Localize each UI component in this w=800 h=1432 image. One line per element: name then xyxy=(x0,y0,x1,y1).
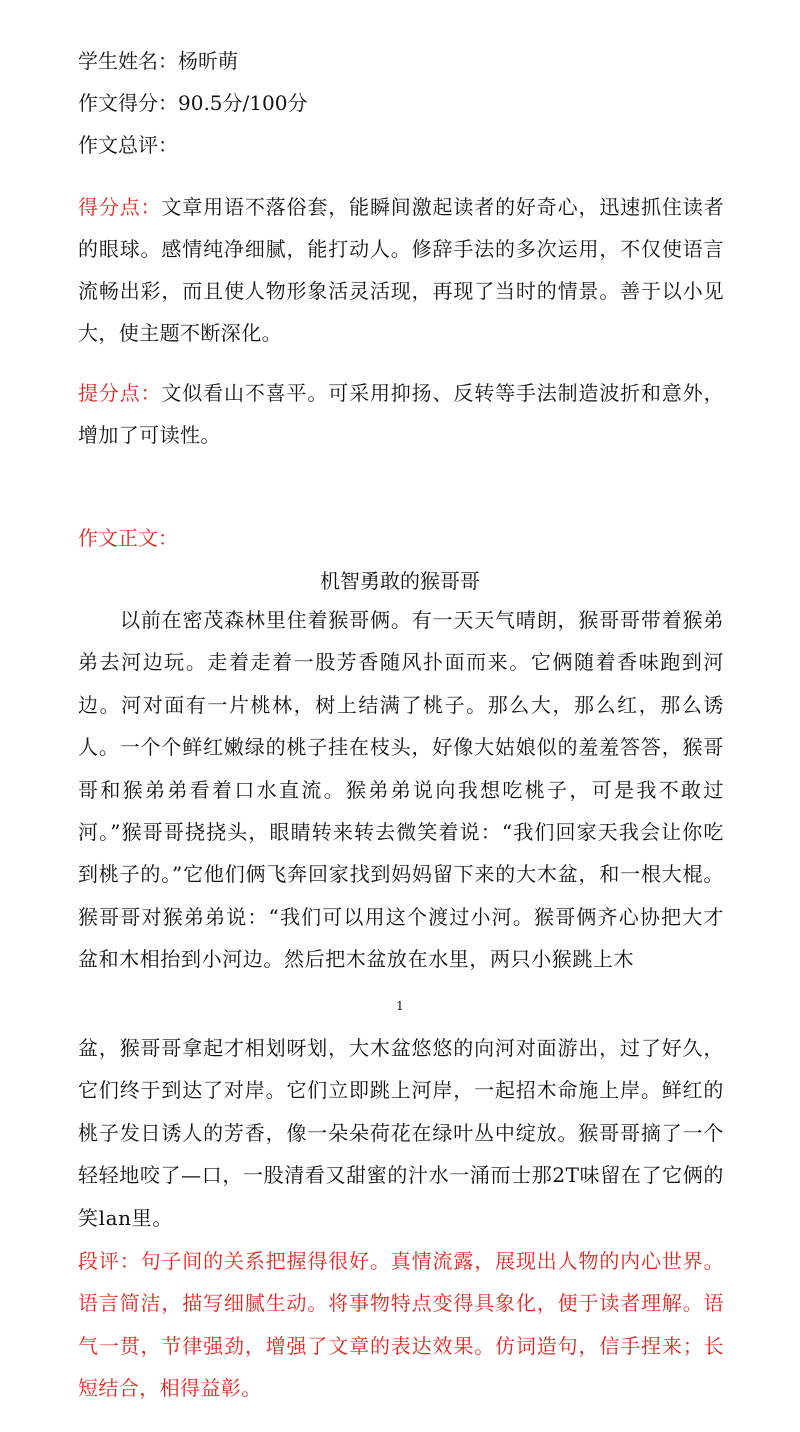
improvement-points-paragraph xyxy=(78,372,724,456)
paragraph-review xyxy=(78,1240,724,1410)
student-name-line xyxy=(78,47,238,75)
scoring-points-paragraph xyxy=(78,186,724,354)
paragraph-review-label: 段评： xyxy=(78,1249,141,1273)
scoring-points-label: 得分点： xyxy=(78,195,162,219)
student-name-label: 学生姓名： xyxy=(78,49,178,73)
score-line xyxy=(78,89,307,117)
essay-section-heading xyxy=(78,524,178,552)
overall-comment-heading xyxy=(78,131,178,159)
essay-title: 机智勇敢的猴哥哥 xyxy=(320,569,480,593)
scoring-points-text: 文章用语不落俗套，能瞬间激起读者的好奇心，迅速抓住读者的眼球。感情纯净细腻，能打动人。修辞手法的多次运用，不仅使语言流畅出彩，而且使人物形象活灵活现，再现了当时的情景。善于以小见大，使主题不断深化。 xyxy=(78,195,724,345)
essay-paragraph-1: 以前在密茂森林里住着猴哥俩。有一天天气晴朗，猴哥哥带着猴弟弟去河边玩。走着走着一股芳香随风扑面而来。它俩随着香味跑到河边。河对面有一片桃林，树上结满了桃子。那么大，那么红，那么诱人。一个个鲜红嫩绿的桃子挂在枝头，好像大姑娘似的羞羞答答，猴哥哥和猴弟弟看着口水直流。猴弟弟说向我想吃桃子，可是我不敢过河。”猴哥哥挠挠头，眼睛转来转去微笑着说：“我们回家天我会让你吃到桃子的。”它他们俩飞奔回家找到妈妈留下来的大木盆，和一根大棍。猴哥哥对猴弟弟说：“我们可以用这个渡过小河。猴哥俩齐心协把大才盆和木相抬到小河边。然后把木盆放在水里，两只小猴跳上木 xyxy=(78,608,724,972)
essay-section-label: 作文正文： xyxy=(78,526,178,550)
improvement-points-label: 提分点： xyxy=(78,381,162,405)
improvement-points-text: 文似看山不喜平。可采用抑扬、反转等手法制造波折和意外，增加了可读性。 xyxy=(78,381,724,447)
score-label: 作文得分： xyxy=(78,91,178,115)
score-value: 90.5分/100分 xyxy=(178,91,308,115)
student-name: 杨昕萌 xyxy=(178,49,238,73)
paragraph-review-text: 句子间的关系把握得很好。真情流露，展现出人物的内心世界。语言简洁，描写细腻生动。将事物特点变得具象化，便于读者理解。语气一贯，节律强劲，增强了文章的表达效果。仿词造句，信手捏来；长短结合，相得益彰。 xyxy=(78,1249,724,1401)
overall-comment-label: 作文总评： xyxy=(78,133,178,157)
page-number: 1 xyxy=(396,999,404,1013)
essay-paragraph-2: 盆，猴哥哥拿起才相划呀划，大木盆悠悠的向河对面游出，过了好久，它们终于到达了对岸。它们立即跳上河岸，一起招木命施上岸。鲜红的桃子发日诱人的芳香，像一朵朵荷花在绿叶丛中绽放。猴哥哥摘了一个轻轻地咬了—口，一股清看又甜蜜的汁水一涌而士那2T味留在了它俩的笑lan里。 xyxy=(78,1036,724,1230)
